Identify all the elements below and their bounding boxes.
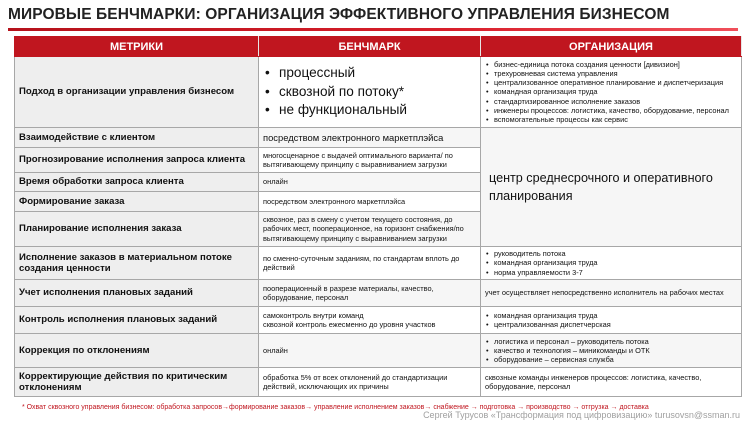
organization-list: [485, 337, 737, 365]
table-row: [15, 334, 742, 368]
benchmark-cell: [259, 307, 481, 334]
author-signature: Сергей Турусов «Трансформация под цифровизацию» turusovsn@ssman.ru: [423, 410, 740, 420]
list-item: • логистика и персонал – руководитель потока: [485, 337, 737, 346]
list-item: • бизнес-единица потока создания ценности [дивизион]: [485, 60, 737, 69]
benchmark-list: [263, 64, 476, 119]
list-item: • процессный: [263, 64, 476, 82]
list-item: • вспомогательные процессы как сервис: [485, 115, 737, 124]
benchmark-cell: [259, 57, 481, 128]
list-item: • командная организация труда: [485, 311, 737, 320]
list-item: • командная организация труда: [485, 258, 737, 267]
table-row: [15, 280, 742, 307]
benchmark-cell: сквозное, раз в смену с учетом текущего состояния, до рабочих мест, пооперационное, на горизонт снабжения/по вытягивающему принципу с выравниванием загрузки: [259, 212, 481, 247]
list-item: • руководитель потока: [485, 249, 737, 258]
organization-cell: [481, 334, 742, 368]
list-item: • командная организация труда: [485, 87, 737, 96]
header-organization: ОРГАНИЗАЦИЯ: [481, 37, 742, 57]
title-underline: [8, 28, 738, 31]
list-item: • оборудование – сервисная служба: [485, 355, 737, 364]
metric-cell: Формирование заказа: [15, 192, 259, 212]
metric-cell: Учет исполнения плановых заданий: [15, 280, 259, 307]
header-benchmark: БЕНЧМАРК: [259, 37, 481, 57]
benchmark-table: [14, 36, 742, 397]
benchmark-cell: обработка 5% от всех отклонений до стандартизации действий, исключающих их причины: [259, 368, 481, 397]
metric-cell: Исполнение заказов в материальном потоке создания ценности: [15, 247, 259, 280]
table-row: [15, 368, 742, 397]
table-row: [15, 128, 742, 148]
planning-center-cell: центр среднесрочного и оперативного планирования: [481, 128, 742, 247]
list-item: • инженеры процессов: логистика, качество, оборудование, персонал: [485, 106, 737, 115]
table-header-row: [15, 37, 742, 57]
metric-cell: Прогнозирование исполнения запроса клиента: [15, 148, 259, 173]
list-item: • не функциональный: [263, 101, 476, 119]
list-item: • норма управляемости 3-7: [485, 268, 737, 277]
metric-cell: Контроль исполнения плановых заданий: [15, 307, 259, 334]
metric-cell: Время обработки запроса клиента: [15, 173, 259, 192]
benchmark-cell: посредством электронного маркетплэйса: [259, 192, 481, 212]
list-item: • сквозной по потоку*: [263, 83, 476, 101]
organization-list: [485, 249, 737, 277]
organization-cell: [481, 247, 742, 280]
benchmark-cell: посредством электронного маркетплэйса: [259, 128, 481, 148]
page-title: МИРОВЫЕ БЕНЧМАРКИ: ОРГАНИЗАЦИЯ ЭФФЕКТИВНОГО УПРАВЛЕНИЯ БИЗНЕСОМ: [8, 6, 670, 23]
organization-cell: [481, 57, 742, 128]
metric-cell: Подход в организации управления бизнесом: [15, 57, 259, 128]
benchmark-cell: пооперационный в разрезе материалы, качество, оборудование, персонал: [259, 280, 481, 307]
list-item: • трехуровневая система управления: [485, 69, 737, 78]
benchmark-cell: онлайн: [259, 334, 481, 368]
list-item: • централизованная диспетчерская: [485, 320, 737, 329]
benchmark-line: самоконтроль внутри команд: [263, 310, 364, 320]
benchmark-line: сквозной контроль ежесменно до уровня участков: [263, 320, 436, 329]
organization-list: [485, 60, 737, 125]
organization-cell: сквозные команды инженеров процессов: логистика, качество, оборудование, персонал: [481, 368, 742, 397]
organization-list: [485, 311, 737, 330]
metric-cell: Корректирующие действия по критическим отклонениям: [15, 368, 259, 397]
table-row: [15, 57, 742, 128]
list-item: • централизованное оперативное планирование и диспетчеризация: [485, 78, 737, 87]
metric-cell: Коррекция по отклонениям: [15, 334, 259, 368]
organization-cell: учет осуществляет непосредственно исполнитель на рабочих местах: [481, 280, 742, 307]
organization-cell: [481, 307, 742, 334]
table-row: [15, 247, 742, 280]
list-item: • качество и технология – миникоманды и ОТК: [485, 346, 737, 355]
header-metric: МЕТРИКИ: [15, 37, 259, 57]
benchmark-cell: по сменно-суточным заданиям, по стандартам вплоть до действий: [259, 247, 481, 280]
benchmark-cell: онлайн: [259, 173, 481, 192]
list-item: • стандартизированное исполнение заказов: [485, 97, 737, 106]
metric-cell: Взаимодействие с клиентом: [15, 128, 259, 148]
benchmark-cell: многосценарное с выдачей оптимального варианта/ по вытягивающему принципу с выравниванием загрузки: [259, 148, 481, 173]
table-row: [15, 307, 742, 334]
footnote: * Охват сквозного управления бизнесом: обработка запросов→формирование заказов→ управление исполнением заказов→ снабжение → подготовка → производство → отгрузка → доставка: [22, 404, 649, 411]
metric-cell: Планирование исполнения заказа: [15, 212, 259, 247]
